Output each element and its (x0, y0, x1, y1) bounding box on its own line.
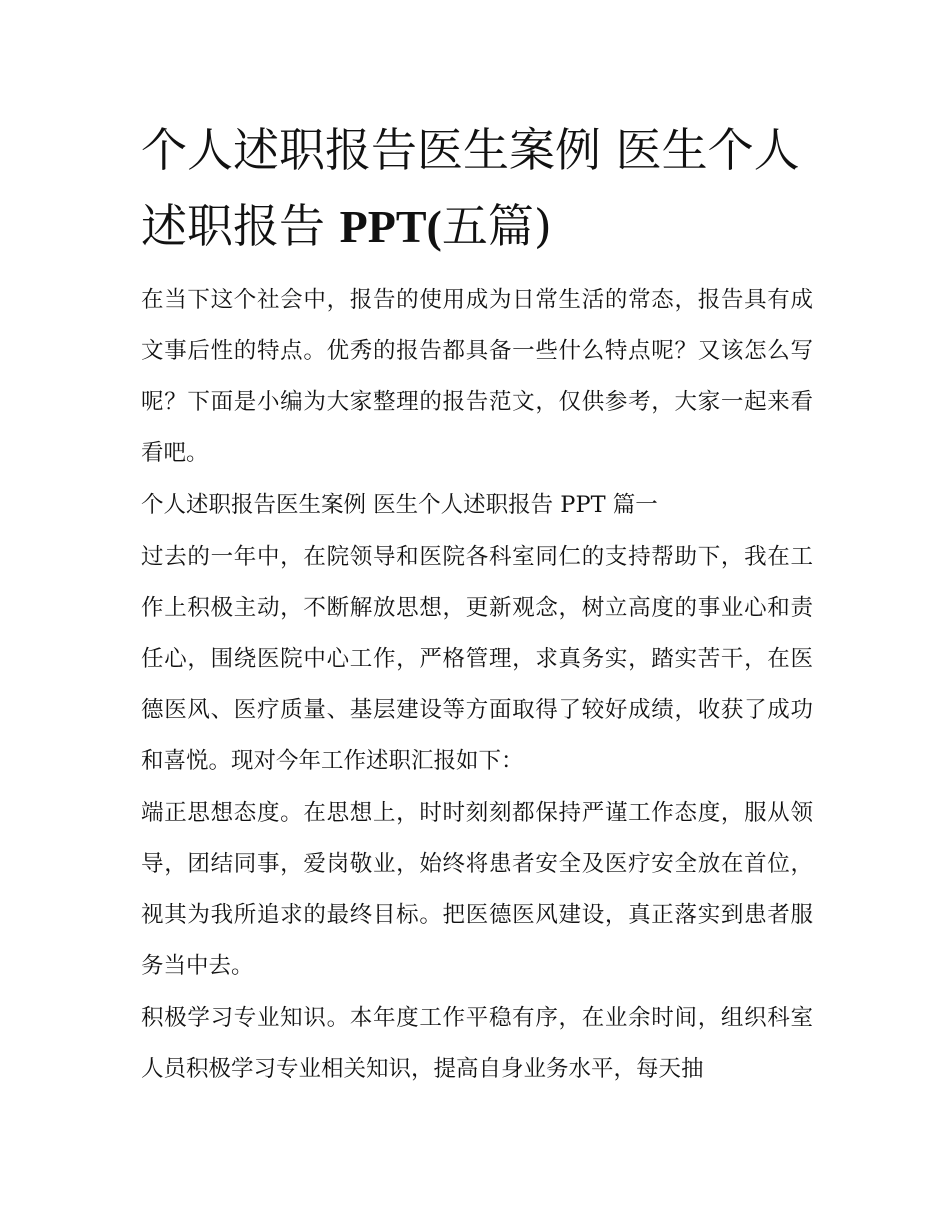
title-text-part1: 个人述职报告医生案例 医生个人述职报告 (141, 123, 800, 253)
intro-paragraph: 在当下这个社会中，报告的使用成为日常生活的常态，报告具有成文事后性的特点。优秀的报告都具备一些什么特点呢？又该怎么写呢？下面是小编为大家整理的报告范文，仅供参考，大家一起来看看吧。 (141, 287, 813, 466)
body-paragraph-1: 过去的一年中，在院领导和医院各科室同仁的支持帮助下，我在工作上积极主动，不断解放思想，更新观念，树立高度的事业心和责任心，围绕医院中心工作，严格管理，求真务实，踏实苦干，在医德医风、医疗质量、基层建设等方面取得了较好成绩，收获了成功和喜悦。现对今年工作述职汇报如下： (141, 544, 813, 774)
document-body (141, 112, 813, 1096)
title-text-part2: 五篇) (441, 199, 552, 253)
title-text-latin: PPT( (339, 201, 442, 252)
document-title (141, 112, 813, 265)
section-heading: 个人述职报告医生案例 医生个人述职报告 PPT 篇一 (141, 492, 658, 518)
body-paragraph-3: 积极学习专业知识。本年度工作平稳有序，在业余时间，组织科室人员积极学习专业相关知识，提高自身业务水平，每天抽 (141, 1005, 813, 1082)
body-paragraph-2: 端正思想态度。在思想上，时时刻刻都保持严谨工作态度，服从领导，团结同事，爱岗敬业，始终将患者安全及医疗安全放在首位，视其为我所追求的最终目标。把医德医风建设，真正落实到患者服务当中去。 (141, 800, 813, 979)
